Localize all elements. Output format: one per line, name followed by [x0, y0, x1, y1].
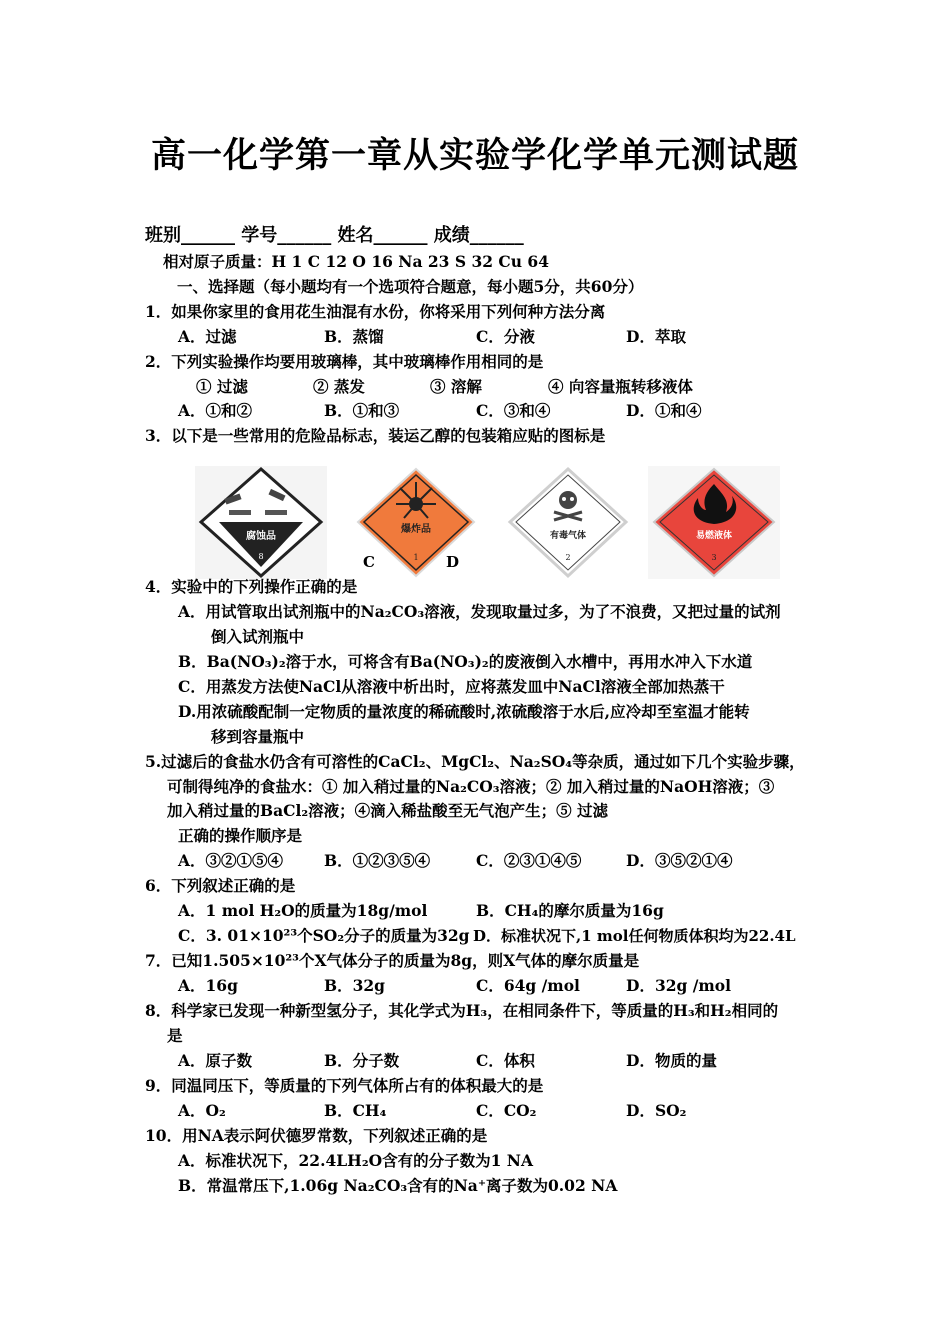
q4-option-d-cont: 移到容量瓶中	[211, 727, 305, 746]
hazard-signs	[195, 466, 780, 579]
q2-item-1: ① 过滤	[196, 377, 248, 396]
q2-option-b: B．①和③	[324, 401, 400, 420]
q5-option-a: A．③②①⑤④	[178, 851, 284, 870]
q2-item-3: ③ 溶解	[430, 377, 482, 396]
question-5-line-3: 加入稍过量的BaCl₂溶液；④滴入稀盐酸至无气泡产生；⑤ 过滤	[167, 801, 609, 820]
q1-option-b: B．蒸馏	[324, 327, 384, 346]
q6-option-c: C．3. 01×10²³个SO₂分子的质量为32g	[178, 926, 470, 945]
sign-4-num: 3	[711, 553, 717, 562]
q2-item-2: ② 蒸发	[313, 377, 365, 396]
q1-option-d: D．萃取	[626, 327, 686, 346]
q2-option-c: C．③和④	[476, 401, 551, 420]
question-3-stem: 3．以下是一些常用的危险品标志，装运乙醇的包装箱应贴的图标是	[145, 426, 606, 445]
q2-item-4: ④ 向容量瓶转移液体	[548, 377, 693, 396]
q7-option-b: B．32g	[324, 976, 386, 995]
question-2-stem: 2．下列实验操作均要用玻璃棒，其中玻璃棒作用相同的是	[145, 352, 544, 371]
question-1-stem: 1．如果你家里的食用花生油混有水份，你将采用下列何种方法分离	[145, 302, 606, 321]
page-title: 高一化学第一章从实验学化学单元测试题	[150, 135, 799, 176]
sign-1-num: 8	[258, 552, 264, 561]
q4-option-a-cont: 倒入试剂瓶中	[211, 627, 305, 646]
q9-option-d: D．SO₂	[626, 1101, 687, 1120]
question-5-line-2: 可制得纯净的食盐水：① 加入稍过量的Na₂CO₃溶液；② 加入稍过量的NaOH溶液；③	[167, 777, 775, 796]
q5-option-b: B．①②③⑤④	[324, 851, 431, 870]
sign-3-num: 2	[565, 553, 571, 562]
question-5-line-1: 5.过滤后的食盐水仍含有可溶性的CaCl₂、MgCl₂、Na₂SO₄等杂质，通过如下几个实验步骤，	[145, 752, 805, 771]
q8-option-a: A．原子数	[178, 1051, 253, 1070]
q10-option-a: A．标准状况下，22.4LH₂O含有的分子数为1 NA	[178, 1151, 533, 1170]
q7-option-c: C．64g /mol	[476, 976, 580, 995]
q7-option-a: A．16g	[178, 976, 238, 995]
q8-option-d: D．物质的量	[626, 1051, 717, 1070]
label-d: D	[446, 553, 460, 571]
q5-option-c: C．②③①④⑤	[476, 851, 582, 870]
q4-option-b: B．Ba(NO₃)₂溶于水，可将含有Ba(NO₃)₂的废液倒入水槽中，再用水冲入下水道	[178, 652, 753, 671]
q4-option-c: C．用蒸发方法使NaCl从溶液中析出时，应将蒸发皿中NaCl溶液全部加热蒸干	[178, 677, 725, 696]
q9-option-b: B．CH₄	[324, 1101, 387, 1120]
question-10-stem: 10．用NA表示阿伏德罗常数，下列叙述正确的是	[145, 1126, 488, 1145]
sign-2-num: 1	[413, 553, 419, 562]
section-heading: 一、选择题（每小题均有一个选项符合题意，每小题5分，共60分）	[177, 277, 644, 296]
q6-option-d: D．标准状况下,1 mol任何物质体积均为22.4L	[473, 927, 796, 945]
q9-option-c: C．CO₂	[476, 1101, 537, 1120]
q4-option-d: D.用浓硫酸配制一定物质的量浓度的稀硫酸时,浓硫酸溶于水后,应冷却至室温才能转	[178, 702, 750, 721]
sign-3-text: 有毒气体	[549, 531, 587, 541]
question-5-line-4: 正确的操作顺序是	[178, 826, 303, 845]
question-9-stem: 9．同温同压下，等质量的下列气体所占有的体积最大的是	[145, 1076, 544, 1095]
question-8-line-1: 8．科学家已发现一种新型氢分子，其化学式为H₃，在相同条件下，等质量的H₃和H₂相同的	[145, 1001, 779, 1020]
question-7-stem: 7．已知1.505×10²³个X气体分子的质量为8g，则X气体的摩尔质量是	[145, 951, 640, 970]
toxic-gas-sign	[502, 466, 634, 579]
atomic-mass-line: 相对原子质量：H 1 C 12 O 16 Na 23 S 32 Cu 64	[163, 252, 549, 271]
q9-option-a: A．O₂	[178, 1101, 226, 1120]
student-info-line: 班别______ 学号______ 姓名______ 成绩______	[145, 225, 524, 246]
q1-option-c: C．分液	[476, 327, 535, 346]
q1-option-a: A．过滤	[178, 327, 237, 346]
q2-option-a: A．①和②	[178, 401, 253, 420]
question-6-stem: 6．下列叙述正确的是	[145, 876, 296, 895]
q6-option-b: B．CH₄的摩尔质量为16g	[476, 901, 664, 920]
q6-option-a: A．1 mol H₂O的质量为18g/mol	[178, 901, 428, 920]
question-8-line-2: 是	[167, 1026, 183, 1045]
q4-option-a: A．用试管取出试剂瓶中的Na₂CO₃溶液，发现取量过多，为了不浪费，又把过量的试剂	[178, 602, 781, 621]
q10-option-b: B．常温常压下,1.06g Na₂CO₃含有的Na⁺离子数为0.02 NA	[178, 1176, 618, 1195]
sign-1-text: 腐蚀品	[246, 531, 276, 542]
corrosive-sign	[195, 466, 327, 579]
q7-option-d: D．32g /mol	[626, 976, 732, 995]
flammable-liquid-sign	[648, 466, 780, 579]
q2-option-d: D．①和④	[626, 401, 702, 420]
question-4-stem: 4．实验中的下列操作正确的是	[145, 577, 358, 596]
q8-option-b: B．分子数	[324, 1051, 400, 1070]
sign-2-text: 爆炸品	[401, 524, 431, 535]
sign-4-text: 易燃液体	[695, 531, 733, 541]
label-c: C	[363, 553, 375, 571]
q8-option-c: C．体积	[476, 1051, 535, 1070]
q5-option-d: D．③⑤②①④	[626, 851, 733, 870]
